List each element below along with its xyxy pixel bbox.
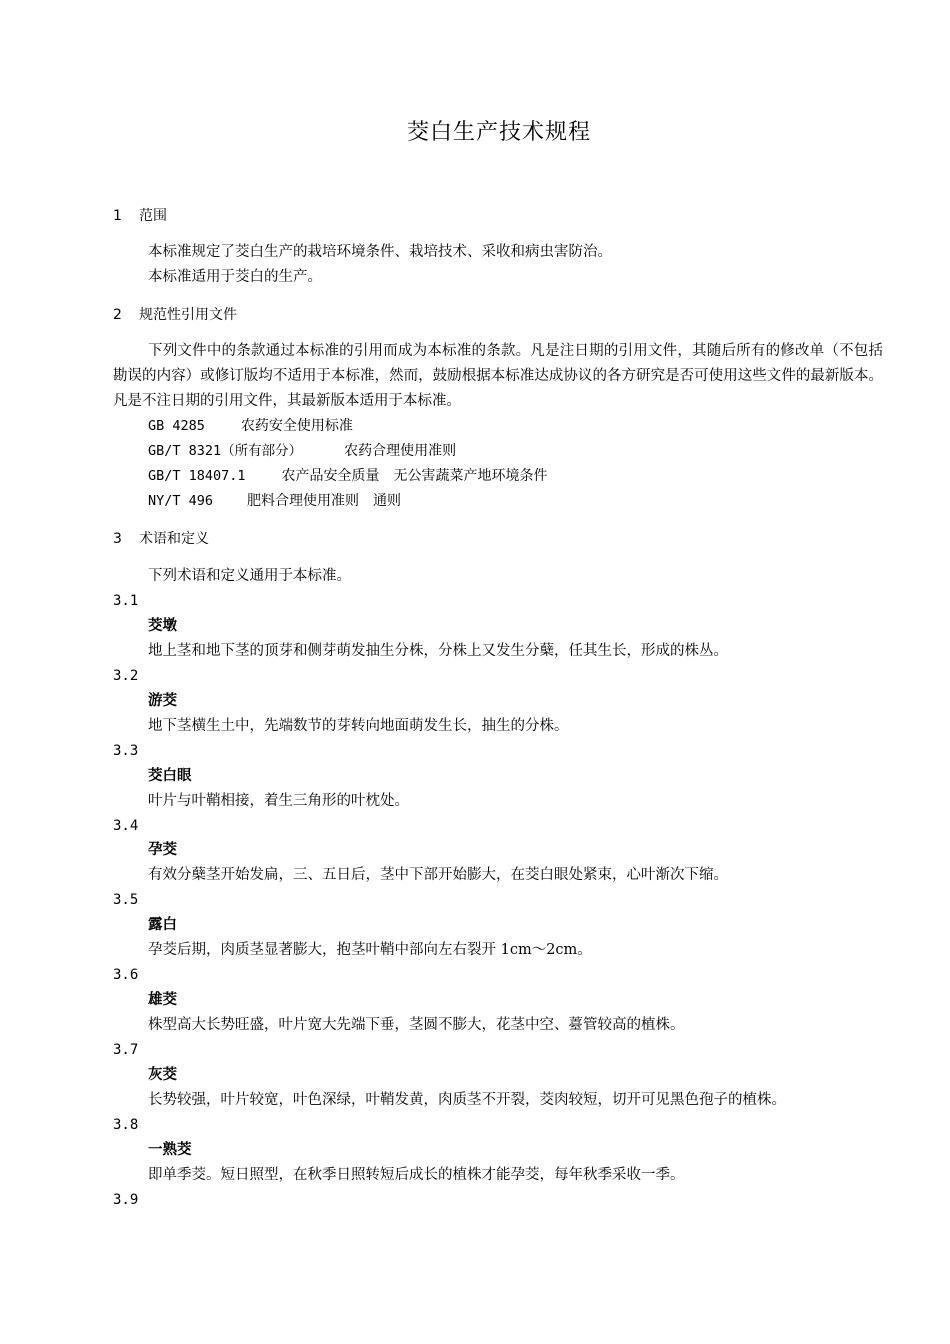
- reference-title: 农药安全使用标准: [240, 418, 353, 434]
- term-definition: 叶片与叶鞘相接，着生三角形的叶枕处。: [148, 793, 409, 809]
- term-definition: 孕茭后期，肉质茎显著膨大，抱茎叶鞘中部向左右裂开 1cm～2cm。: [148, 942, 592, 958]
- term-definition: 地下茎横生土中，先端数节的芽转向地面萌发生长，抽生的分株。: [148, 718, 569, 734]
- paragraph: 下列术语和定义通用于本标准。: [148, 568, 351, 584]
- section-3-heading: [113, 529, 209, 549]
- term-name: 孕茭: [148, 842, 177, 858]
- reference-code: GB/T 8321（所有部分）: [148, 443, 303, 459]
- section-title: 范围: [139, 208, 167, 224]
- reference-item: [148, 491, 401, 511]
- term-name: 茭墩: [148, 618, 177, 634]
- term-number: 3.1: [113, 593, 139, 609]
- reference-code: GB 4285: [148, 418, 205, 434]
- term-definition: 长势较强，叶片较宽，叶色深绿，叶鞘发黄，肉质茎不开裂，茭肉较短，切开可见黑色孢子的植株。: [148, 1092, 786, 1108]
- section-number: 3: [113, 531, 122, 547]
- term-name: 茭白眼: [148, 768, 192, 784]
- section-number: 1: [113, 208, 122, 224]
- paragraph: 下列文件中的条款通过本标准的引用而成为本标准的条款。凡是注日期的引用文件，其随后所有的修改单（不包括勘误的内容）或修订版均不适用于本标准，然而，鼓励根据本标准达成协议的各方研究是否可使用这些文件的最新版本。凡是不注日期的引用文件，其最新版本适用于本标准。: [113, 343, 883, 409]
- term-number: 3.4: [113, 818, 139, 834]
- reference-title: 农产品安全质量 无公害蔬菜产地环境条件: [281, 468, 548, 484]
- section-title: 术语和定义: [139, 531, 209, 547]
- term-definition: 株型高大长势旺盛，叶片宽大先端下垂，茎圆不膨大，花茎中空、薹管较高的植株。: [148, 1017, 685, 1033]
- section-1-heading: [113, 206, 167, 226]
- term-number: 3.2: [113, 668, 139, 684]
- reference-title: 肥料合理使用准则 通则: [247, 493, 402, 509]
- term-number: 3.7: [113, 1042, 139, 1058]
- term-name: 一熟茭: [148, 1142, 192, 1158]
- term-definition: 地上茎和地下茎的顶芽和侧芽萌发抽生分株，分株上又发生分蘖，任其生长，形成的株丛。: [148, 643, 728, 659]
- reference-code: NY/T 496: [148, 493, 214, 509]
- paragraph: 本标准适用于茭白的生产。: [148, 269, 322, 285]
- term-number: 3.9: [113, 1192, 139, 1208]
- term-number: 3.5: [113, 892, 139, 908]
- document-title: 茭白生产技术规程: [406, 120, 591, 145]
- reference-item: [148, 416, 353, 436]
- paragraph: 本标准规定了茭白生产的栽培环境条件、栽培技术、采收和病虫害防治。: [148, 244, 612, 260]
- term-definition: 有效分蘖茎开始发扁，三、五日后，茎中下部开始膨大，在茭白眼处紧束，心叶渐次下缩。: [148, 867, 728, 883]
- term-number: 3.6: [113, 967, 139, 983]
- reference-title: 农药合理使用准则: [344, 443, 457, 459]
- term-definition: 即单季茭。短日照型，在秋季日照转短后成长的植株才能孕茭，每年秋季采收一季。: [148, 1167, 685, 1183]
- section-2-heading: [113, 305, 237, 325]
- reference-item: [148, 441, 456, 461]
- term-name: 灰茭: [148, 1067, 177, 1083]
- term-name: 游茭: [148, 693, 177, 709]
- section-title: 规范性引用文件: [139, 307, 237, 323]
- term-number: 3.3: [113, 743, 139, 759]
- reference-item: [148, 466, 548, 486]
- reference-code: GB/T 18407.1: [148, 468, 246, 484]
- term-name: 雄茭: [148, 992, 177, 1008]
- term-number: 3.8: [113, 1117, 139, 1133]
- term-name: 露白: [148, 917, 177, 933]
- section-number: 2: [113, 307, 122, 323]
